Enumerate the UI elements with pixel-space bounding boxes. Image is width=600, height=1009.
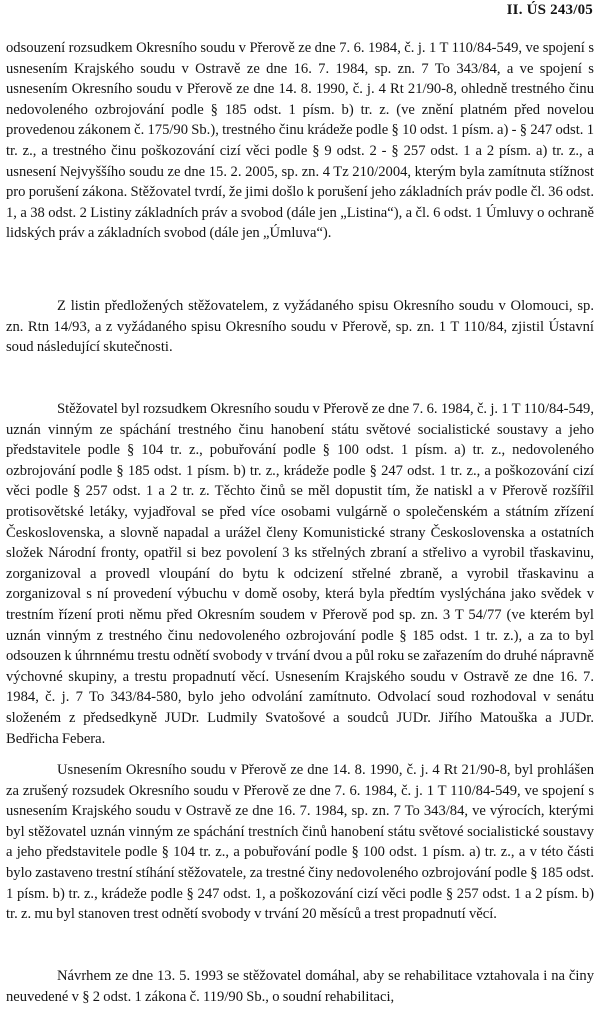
- case-number-header: II. ÚS 243/05: [506, 2, 593, 18]
- paragraph-facts-conviction: Stěžovatel byl rozsudkem Okresního soudu v Přerově ze dne 7. 6. 1984, č. j. 1 T 110/84-549, uznán vinným ze spáchání trestného činu hanobení státu světové socialistické soustavy a jeho představitele podle § 104 tr. z., pobuřování podle § 100 odst. 1 písm. a) tr. z., nedovoleného ozbrojování podle § 185 odst. 1 písm. b) tr. z., krádeže podle § 247 odst. 1 tr. z., a poškozování cizí věci podle § 257 odst. 1 a 2 tr. z. Těchto činů se měl dopustit tím, že natiskl a v Přerově rozšířil protisovětské letáky, vyjadřoval se před více osobami vulgárně o společenském a státním zřízení Československa, a slovně napadal a urážel členy Komunistické strany Československa a ostatních složek Národní fronty, opatřil si bez povolení 3 ks střelných zbraní a střelivo a vyrobil třaskavinu, zorganizoval a provedl vloupání do bytu k odcizení střelné zbraně, a vyrobil třaskavinu a zorganizoval s ní provedení výbuchu v domě osoby, která byla předtím vyslýchána jako svědek v trestním řízení proti němu před Okresním soudem v Přerově pod sp. zn. 3 T 54/77 (ve kterém byl uznán vinným z trestného činu nedovoleného ozbrojování podle § 185 odst. 1 tr. z.), a za to byl odsouzen k úhrnnému trestu odnětí svobody v trvání dvou a půl roku se zařazením do druhé nápravně výchovné skupiny, a trestu propadnutí věcí. Usnesením Krajského soudu v Ostravě ze dne 16. 7. 1984, č. j. 7 To 343/84-580, bylo jeho odvolání zamítnuto. Odvolací soud rozhodoval v senátu složeném z předsedkyně JUDr. Ludmily Svatošové a soudců JUDr. Jiřího Matouška a JUDr. Bedřicha Febera.: [6, 401, 594, 747]
- paragraph-rehabilitation-motion: Návrhem ze dne 13. 5. 1993 se stěžovatel domáhal, aby se rehabilitace vztahovala i na činy neuvedené v § 2 odst. 1 zákona č. 119/90 Sb., o soudní rehabilitaci,: [6, 968, 594, 1005]
- paragraph-rehabilitation-ruling: Usnesením Okresního soudu v Přerově ze dne 14. 8. 1990, č. j. 4 Rt 21/90-8, byl prohlášen za zrušený rozsudek Okresního soudu v Přerově ze dne 7. 6. 1984, č. j. 1 T 110/84-549, ve spojení s usnesením Krajského soudu v Ostravě ze dne 16. 7. 1984, sp. zn. 7 To 343/84, ve výrocích, kterými byl stěžovatel uznán vinným ze spáchání trestních činů hanobení státu světové socialistické soustavy a jeho představitele podle § 104 tr. z., a pobuřování podle § 100 odst. 1 písm. a) tr. z., a v této části bylo zastaveno trestní stíhání stěžovatele, za trestné činy nedovoleného ozbrojování podle § 185 odst. 1 písm. b) tr. z., krádeže podle § 247 odst. 1, a poškozování cizí věci podle § 257 odst. 1 a 2 písm. b) tr. z. mu byl stanoven trest odnětí svobody v trvání 20 měsíců a trest propadnutí věcí.: [6, 762, 594, 923]
- paragraph-conviction-summary: odsouzení rozsudkem Okresního soudu v Přerově ze dne 7. 6. 1984, č. j. 1 T 110/84-549, ve spojení s usnesením Krajského soudu v Ostravě ze dne 16. 7. 1984, sp. zn. 7 To 343/84, a ve spojení s usnesením Okresního soudu v Přerově ze dne 14. 8. 1990, č. j. 4 Rt 21/90-8, ohledně trestného činu nedovoleného ozbrojování podle § 185 odst. 1 písm. b) tr. z. (ve znění platném před novelou provedenou zákonem č. 175/90 Sb.), trestného činu krádeže podle § 10 odst. 1 písm. a) - § 247 odst. 1 tr. z., a trestného činu poškozování cizí věci podle § 9 odst. 2 - § 257 odst. 1 a 2 písm. a) tr. z., a usnesení Nejvyššího soudu ze dne 15. 2. 2005, sp. zn. 4 Tz 210/2004, kterým byla zamítnuta stížnost pro porušení zákona. Stěžovatel tvrdí, že jimi došlo k porušení jeho základních práv podle čl. 36 odst. 1, a 38 odst. 2 Listiny základních práv a svobod (dále jen „Listina“), a čl. 6 odst. 1 Úmluvy o ochraně lidských práv a základních svobod (dále jen „Úmluva“).: [6, 40, 594, 242]
- paragraph-sources: Z listin předložených stěžovatelem, z vyžádaného spisu Okresního soudu v Olomouci, sp. zn. Rtn 14/93, a z vyžádaného spisu Okresního soudu v Přerově, sp. zn. 1 T 110/84, zjistil Ústavní soud následující skutečnosti.: [6, 298, 594, 356]
